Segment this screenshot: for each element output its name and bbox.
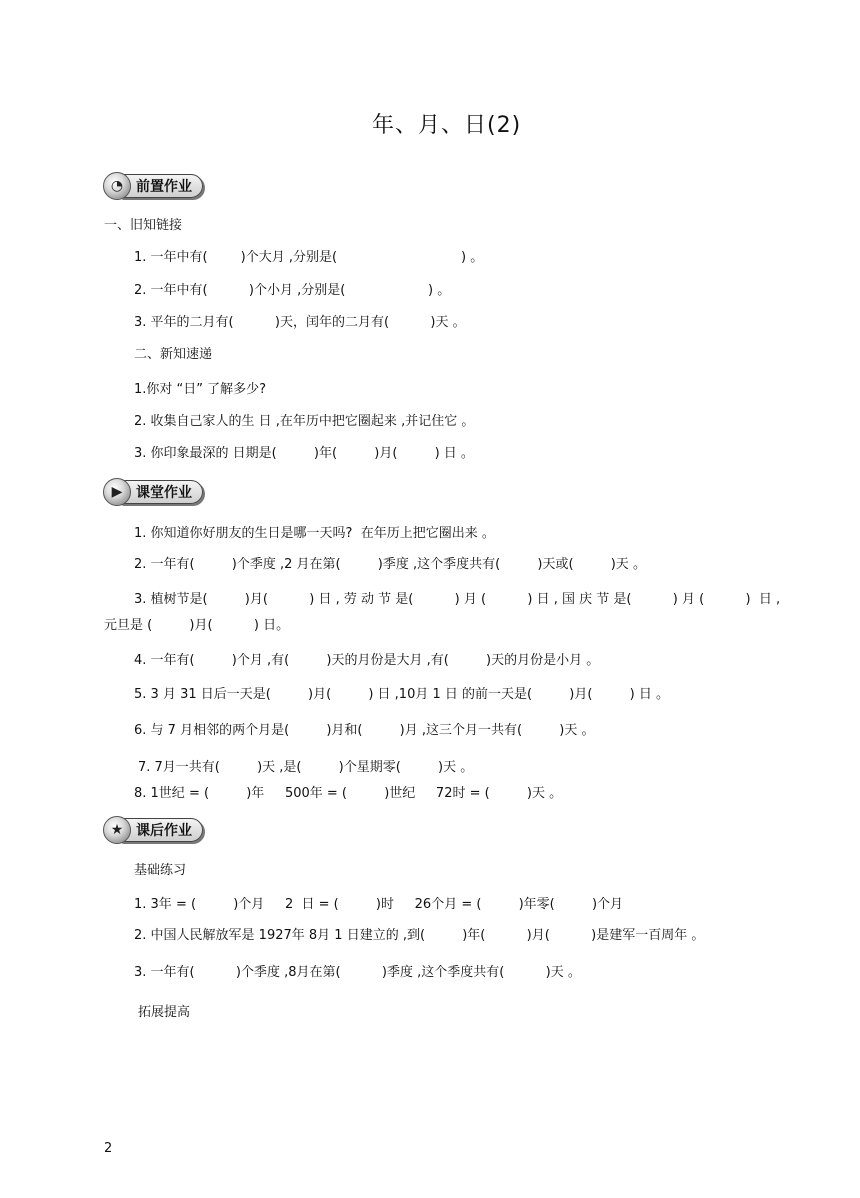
question-line: 2. 一年有( )个季度 ,2 月在第( )季度 ,这个季度共有( )天或( )天 。	[134, 557, 646, 572]
question-line: 1.你对 “日” 了解多少?	[134, 382, 267, 397]
section-heading: 一、旧知链接	[104, 218, 183, 233]
swirl-icon: ◔	[103, 172, 131, 200]
question-line: 2. 收集自己家人的生 日 ,在年历中把它圈起来 ,并记住它 。	[134, 414, 475, 429]
runner-icon: ★	[103, 816, 131, 844]
question-line: 3. 一年有( )个季度 ,8月在第( )季度 ,这个季度共有( )天 。	[134, 965, 581, 980]
page-number: 2	[104, 1141, 113, 1156]
question-line: 1. 你知道你好朋友的生日是哪一天吗? 在年历上把它圈出来 。	[134, 526, 495, 541]
pre-work-badge	[103, 172, 203, 200]
section-heading: 二、新知速递	[134, 347, 213, 362]
question-line: 3. 你印象最深的 日期是( )年( )月( ) 日 。	[134, 446, 474, 461]
question-line: 3. 平年的二月有( )天，闰年的二月有( )天 。	[134, 315, 466, 330]
question-line: 3. 植树节是( )月( ) 日 , 劳 动 节 是( ) 月 ( ) 日 , 国 庆 节 是( ) 月 ( ) 日 ,	[134, 592, 781, 607]
question-line: 2. 一年中有( )个小月 ,分别是( ) 。	[134, 283, 451, 298]
question-line: 1. 3年 = ( )个月 2 日 = ( )时 26个月 = ( )年零( )个月	[134, 897, 624, 912]
question-line: 4. 一年有( )个月 ,有( )天的月份是大月 ,有( )天的月份是小月 。	[134, 653, 600, 668]
section-heading: 基础练习	[134, 863, 187, 878]
pre-work-label: 前置作业	[119, 174, 203, 198]
question-line: 1. 一年中有( )个大月 ,分别是( ) 。	[134, 250, 484, 265]
section-heading: 拓展提高	[138, 1005, 191, 1020]
play-icon: ▶	[103, 478, 131, 506]
question-line: 8. 1世纪 = ( )年 500年 = ( )世纪 72时 = ( )天 。	[134, 786, 563, 801]
after-work-label: 课后作业	[119, 818, 203, 842]
question-line: 6. 与 7 月相邻的两个月是( )月和( )月 ,这三个月一共有( )天 。	[134, 723, 595, 738]
question-line: 7. 7月一共有( )天 ,是( )个星期零( )天 。	[138, 760, 474, 775]
class-work-label: 课堂作业	[119, 480, 203, 504]
question-line: 5. 3 月 31 日后一天是( )月( ) 日 ,10月 1 日 的前一天是( )月( ) 日 。	[134, 687, 669, 702]
class-work-badge	[103, 478, 203, 506]
question-line: 2. 中国人民解放军是 1927年 8月 1 日建立的 ,到( )年( )月( )是建军一百周年 。	[134, 928, 705, 943]
question-line: 元旦是 ( )月( ) 日。	[104, 618, 290, 633]
after-work-badge	[103, 816, 203, 844]
page-title: 年、月、日(2)	[372, 113, 522, 138]
